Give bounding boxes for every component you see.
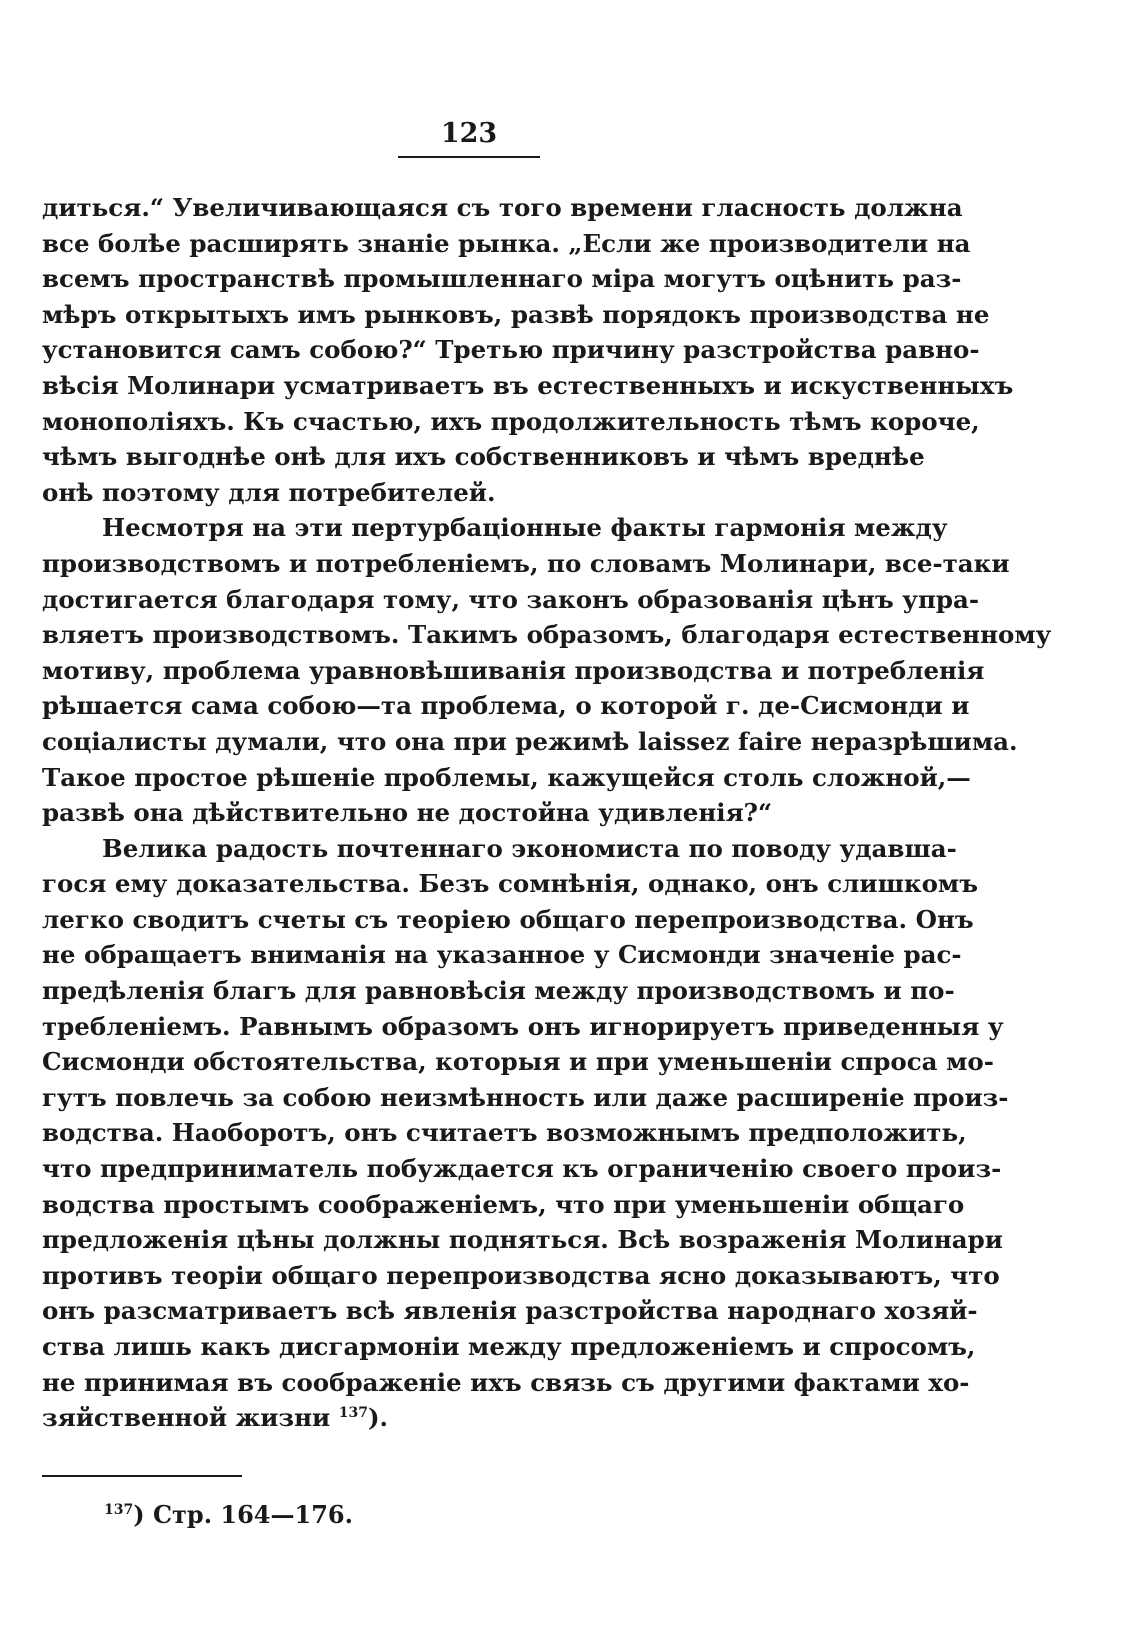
- text-line: чѣмъ выгоднѣе онѣ для ихъ собственниковъ и чѣмъ вреднѣе: [42, 442, 925, 472]
- text-line: вѣсія Молинари усматриваетъ въ естественныхъ и искуственныхъ: [42, 370, 1014, 400]
- footnote-text: ) Стр. 164—176.: [133, 1500, 353, 1529]
- text-line: гося ему доказательства. Безъ сомнѣнія, однако, онъ слишкомъ: [42, 869, 979, 899]
- text-line: ства лишь какъ дисгармоніи между предложеніемъ и спросомъ,: [42, 1332, 976, 1361]
- text-line: Велика радость почтеннаго экономиста по поводу удавша-: [102, 833, 957, 863]
- text-line: соціалисты думали, что она при режимѣ laissez faire неразрѣшима.: [42, 726, 1018, 756]
- paragraph-1: [42, 190, 1014, 510]
- text-line: гутъ повлечь за собою неизмѣнность или даже расширеніе произ-: [42, 1082, 1009, 1112]
- text-line: требленіемъ. Равнымъ образомъ онъ игнорируетъ приведенныя у: [42, 1011, 1004, 1041]
- footnote-rule: [42, 1475, 242, 1477]
- text-line: онъ разсматриваетъ всѣ явленія разстройства народнаго хозяй-: [42, 1296, 978, 1326]
- text-line: Сисмонди обстоятельства, которыя и при уменьшеніи спроса мо-: [42, 1047, 994, 1077]
- final-line-tail: ).: [367, 1403, 389, 1433]
- text-line: установится самъ собою?“ Третью причину разстройства равно-: [42, 335, 980, 365]
- text-line: предѣленія благъ для равновѣсія между производствомъ и по-: [42, 976, 955, 1006]
- text-line: легко сводитъ счеты съ теоріею общаго перепроизводства. Онъ: [42, 904, 974, 934]
- text-line: Такое простое рѣшеніе проблемы, кажущейся столь сложной,—: [42, 762, 971, 792]
- text-line: онѣ поэтому для потребителей.: [42, 477, 496, 507]
- text-line: мотиву, проблема уравновѣшиванія производства и потребленія: [42, 655, 985, 685]
- text-line: водства. Наоборотъ, онъ считаетъ возможнымъ предположить,: [42, 1118, 967, 1148]
- page-number-rule: [398, 156, 540, 158]
- footnote-reference[interactable]: 137: [338, 1405, 368, 1422]
- paragraph-3: [42, 831, 1009, 1436]
- text-line: Несмотря на эти пертурбаціонные факты гармонія между: [102, 513, 948, 543]
- text-line: все болѣе расширять знаніе рынка. „Если же производители на: [42, 228, 971, 258]
- final-line-text: зяйственной жизни: [42, 1403, 331, 1433]
- text-line: достигается благодаря тому, что законъ образованія цѣнъ упра-: [42, 584, 980, 614]
- text-line: что предприниматель побуждается къ ограниченію своего произ-: [42, 1154, 1002, 1184]
- text-line: рѣшается сама собою—та проблема, о которой г. де-Сисмонди и: [42, 691, 970, 721]
- text-line-final: [42, 1400, 900, 1436]
- footnote: [104, 1500, 353, 1529]
- text-line: водства простымъ соображеніемъ, что при уменьшеніи общаго: [42, 1189, 965, 1219]
- footnote-marker: 137: [104, 1502, 134, 1518]
- page-number: 123: [440, 118, 498, 149]
- paragraph-2: [42, 510, 1052, 830]
- text-line: монополіяхъ. Къ счастью, ихъ продолжительность тѣмъ короче,: [42, 406, 980, 436]
- text-line: противъ теоріи общаго перепроизводства ясно доказываютъ, что: [42, 1260, 1000, 1290]
- text-line: не принимая въ соображеніе ихъ связь съ другими фактами хо-: [42, 1367, 970, 1397]
- text-line: вляетъ производствомъ. Такимъ образомъ, благодаря естественному: [42, 620, 1052, 650]
- text-line: диться.“ Увеличивающаяся съ того времени гласность должна: [42, 193, 963, 222]
- text-line: предложенія цѣны должны подняться. Всѣ возраженія Молинари: [42, 1225, 1003, 1255]
- text-line: мѣръ открытыхъ имъ рынковъ, развѣ порядокъ производства не: [42, 299, 990, 329]
- body-text: [42, 190, 1052, 1436]
- text-line: не обращаетъ вниманія на указанное у Сисмонди значеніе рас-: [42, 940, 962, 970]
- text-line: производствомъ и потребленіемъ, по словамъ Молинари, все-таки: [42, 548, 1010, 578]
- text-line: всемъ пространствѣ промышленнаго міра могутъ оцѣнить раз-: [42, 264, 962, 294]
- text-line: развѣ она дѣйствительно не достойна удивленія?“: [42, 798, 773, 828]
